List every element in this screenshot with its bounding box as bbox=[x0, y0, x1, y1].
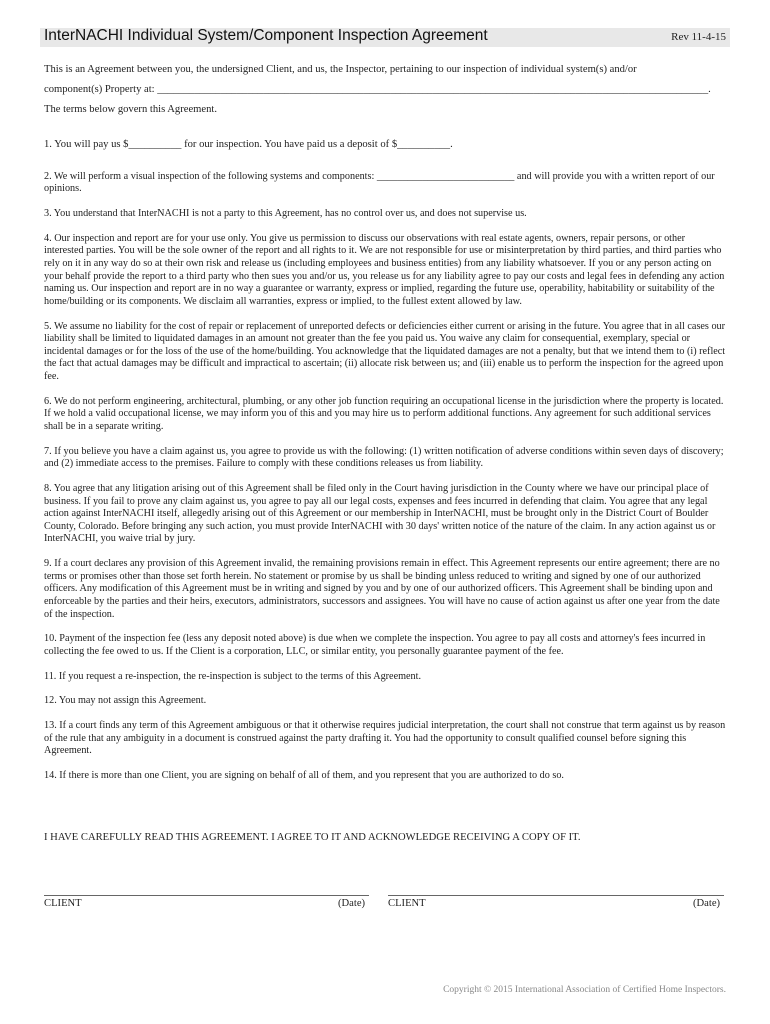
clause-list bbox=[44, 139, 726, 795]
clause-3: 3. You understand that InterNACHI is not a party to this Agreement, has no control over us, and does not supervise us. bbox=[44, 207, 527, 219]
intro-section bbox=[44, 60, 734, 120]
clause-1: 1. You will pay us $__________ for our inspection. You have paid us a deposit of $__________. bbox=[44, 139, 453, 150]
clause-5: 5. We assume no liability for the cost of repair or replacement of unreported defects or deficiencies either current or arising in the future. You agree that in all cases our liability shall be limited to liquidated damages in an amount not greater than the fee you paid us. You waive any claim for consequential, exemplary, special or incidental damages or for the loss of the use of the home/building. You acknowledge that the liquidated damages are not a penalty, but that we intend them to (i) reflect the fact that actual damages may be difficult and impractical to ascertain; (ii) allocate risk between us; and (iii) enable us to perform the inspection for the agreed upon fee. bbox=[44, 320, 726, 382]
clause-6: 6. We do not perform engineering, architectural, plumbing, or any other job function requiring an occupational license in the jurisdiction where the property is located. If we hold a valid occupational license, we may inform you of this and you may hire us to perform additional functions. Any agreement for such additional services shall be in a separate writing. bbox=[44, 395, 724, 432]
document-title: InterNACHI Individual System/Component Inspection Agreement bbox=[44, 27, 488, 44]
client-2-label: CLIENT bbox=[388, 898, 426, 909]
intro-line-3: The terms below govern this Agreement. bbox=[44, 104, 217, 115]
client-2-date-label: (Date) bbox=[693, 898, 721, 909]
client-2-signature-line[interactable] bbox=[388, 895, 724, 896]
intro-line-2: component(s) Property at: ________________________________________________________________________________________________________. bbox=[44, 84, 711, 95]
client-1-signature-line[interactable] bbox=[44, 895, 369, 896]
client-1-date-label: (Date) bbox=[338, 898, 366, 909]
client-1-label: CLIENT bbox=[44, 898, 82, 909]
copyright-footer: Copyright © 2015 International Association of Certified Home Inspectors. bbox=[443, 985, 726, 995]
revision-label: Rev 11-4-15 bbox=[671, 31, 726, 43]
clause-9: 9. If a court declares any provision of this Agreement invalid, the remaining provisions remain in effect. This Agreement represents our entire agreement; there are no terms or promises other than those set forth herein. No statement or promise by us shall be binding unless reduced to writing and signed by one of our authorized officers. Any modification of this Agreement must be in writing and signed by you and by one of our authorized officers. This Agreement shall be binding upon and enforceable by the parties and their heirs, executors, administrators, successors and assignees. You will have no cause of action against us after one year from the date of the inspection. bbox=[44, 558, 720, 620]
clause-12: 12. You may not assign this Agreement. bbox=[44, 695, 207, 707]
clause-4: 4. Our inspection and report are for your use only. You give us permission to discuss our observations with real estate agents, owners, repair persons, or other interested parties. You will be the sole owner of the report and all rights to it. We are not responsible for use or misinterpretation by third parties, and third parties who rely on it in any way do so at their own risk and release us (including employees and business entities) from any liability whatsoever. If you or any person acting on your behalf provide the report to a third party who then sues you and/or us, you release us for any liability agree to pay our costs and legal fees in defending any action naming us. Our inspection and report are in no way a guarantee or warranty, express or implied, regarding the future use, operability, habitability or suitability of the home/building or its components. We disclaim all warranties, express or implied, to the fullest extent allowed by law. bbox=[44, 232, 725, 307]
clause-2: 2. We will perform a visual inspection of the following systems and components: ___________________________ and will provide you with a written report of our opinions. bbox=[44, 170, 715, 195]
clause-11: 11. If you request a re-inspection, the re-inspection is subject to the terms of this Agreement. bbox=[44, 670, 422, 682]
clause-10: 10. Payment of the inspection fee (less any deposit noted above) is due when we complete the inspection. You agree to pay all costs and attorney's fees incurred in collecting the fee owed to us. If the Client is a corporation, LLC, or similar entity, you personally guarantee payment of the fee. bbox=[44, 633, 706, 657]
clause-14: 14. If there is more than one Client, you are signing on behalf of all of them, and you represent that you are authorized to do so. bbox=[44, 770, 564, 782]
clause-7: 7. If you believe you have a claim against us, you agree to provide us with the following: (1) written notification of adverse conditions within seven days of discovery; and (2) immediate access to the premises. Failure to comply with these conditions releases us from liability. bbox=[44, 445, 724, 470]
intro-line-1: This is an Agreement between you, the undersigned Client, and us, the Inspector, pertaining to our inspection of individual system(s) and/or bbox=[44, 64, 637, 75]
acknowledgment-statement: I HAVE CAREFULLY READ THIS AGREEMENT. I AGREE TO IT AND ACKNOWLEDGE RECEIVING A COPY OF IT. bbox=[44, 832, 581, 843]
clause-13: 13. If a court finds any term of this Agreement ambiguous or that it otherwise requires judicial interpretation, the court shall not construe that term against us by reason of the rule that any ambiguity in a document is construed against the party drafting it. You had the opportunity to consult qualified counsel before signing this Agreement. bbox=[44, 720, 726, 757]
clause-8: 8. You agree that any litigation arising out of this Agreement shall be filed only in the Court having jurisdiction in the County where we have our principal place of business. If you fail to prove any claim against us, you agree to pay all our legal costs, expenses and fees incurred in defending that claim. You agree that any legal action against InterNACHI itself, allegedly arising out of this Agreement or our membership in InterNACHI, must be brought only in the District Court of Boulder County, Colorado. Before bringing any such action, you must provide InterNACHI with 30 days' written notice of the nature of the claim. In any action against us or InterNACHI, you waive trial by jury. bbox=[44, 483, 716, 545]
